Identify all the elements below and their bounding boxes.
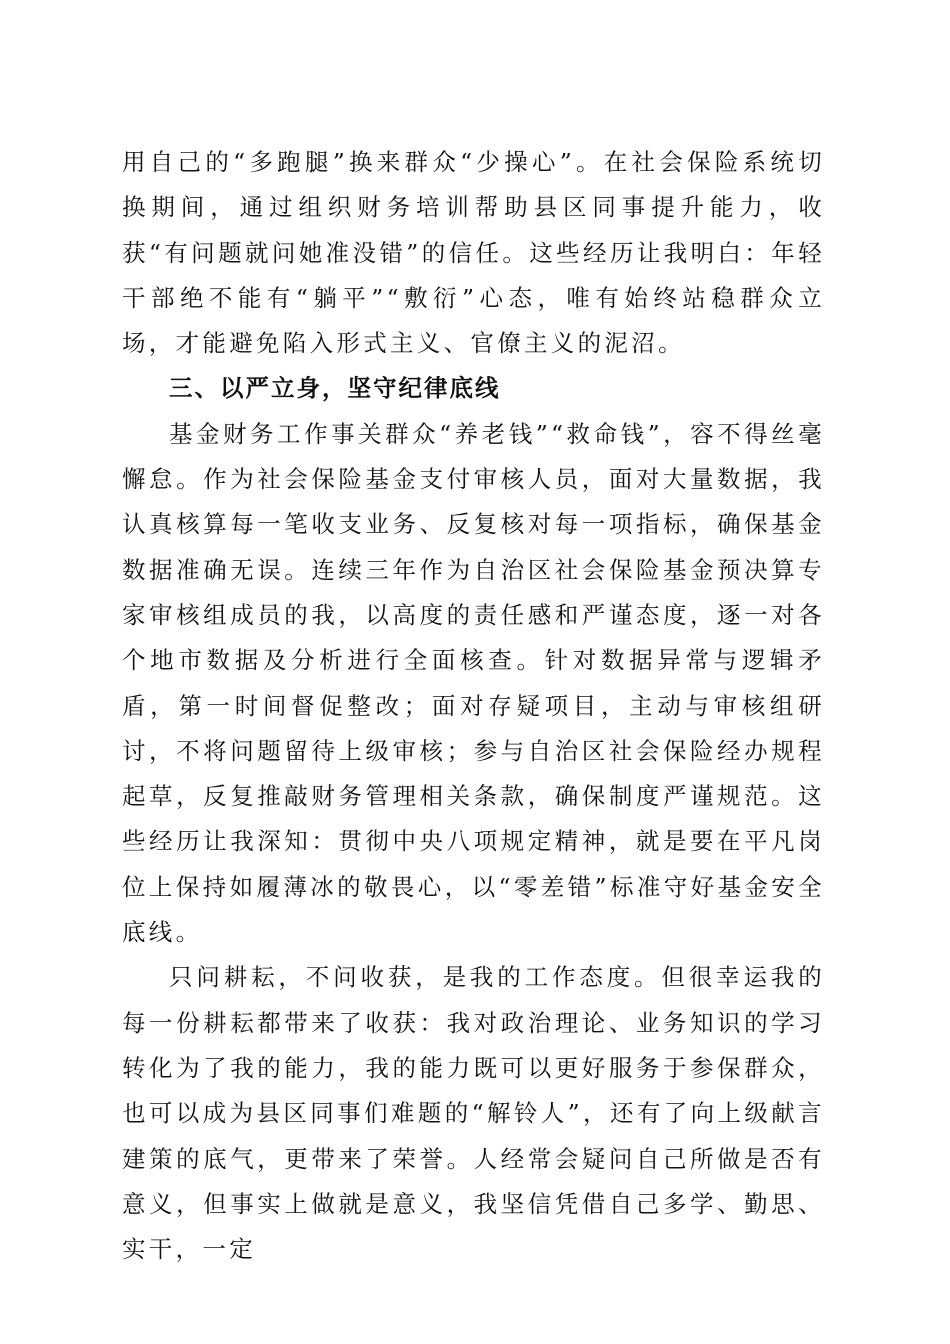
section-heading: 三、以严立身，坚守纪律底线 xyxy=(169,374,501,403)
paragraph-fund-discipline: 基金财务工作事关群众“养老钱”“救命钱”，容不得丝毫懈怠。作为社会保险基金支付审核人员，面对大量数据，我认真核算每一笔收支业务、反复核对每一项指标，确保基金数据准确无误。连续三年作为自治区社会保险基金预决算专家审核组成员的我，以高度的责任感和严谨态度，逐一对各个地市数据及分析进行全面核查。针对数据异常与逻辑矛盾，第一时间督促整改；面对存疑项目，主动与审核组研讨，不将问题留待上级审核；参与自治区社会保险经办规程起草，反复推敲财务管理相关条款，确保制度严谨规范。这些经历让我深知：贯彻中央八项规定精神，就是要在平凡岗位上保持如履薄冰的敬畏心，以“零差错”标准守好基金安全底线。 xyxy=(122,419,825,947)
document-body xyxy=(122,140,825,1272)
paragraph-work-attitude: 只问耕耘，不问收获，是我的工作态度。但很幸运我的每一份耕耘都带来了收获：我对政治理论、业务知识的学习转化为了我的能力，我的能力既可以更好服务于参保群众，也可以成为县区同事们难题的“解铃人”，还有了向上级献言建策的底气，更带来了荣誉。人经常会疑问自己所做是否有意义，但事实上做就是意义，我坚信凭借自己多学、勤思、实干，一定 xyxy=(122,963,825,1264)
paragraph-continuation: 用自己的“多跑腿”换来群众“少操心”。在社会保险系统切换期间，通过组织财务培训帮助县区同事提升能力，收获“有问题就问她准没错”的信任。这些经历让我明白：年轻干部绝不能有“躺平”“敷衍”心态，唯有始终站稳群众立场，才能避免陷入形式主义、官僚主义的泥沼。 xyxy=(122,148,825,358)
